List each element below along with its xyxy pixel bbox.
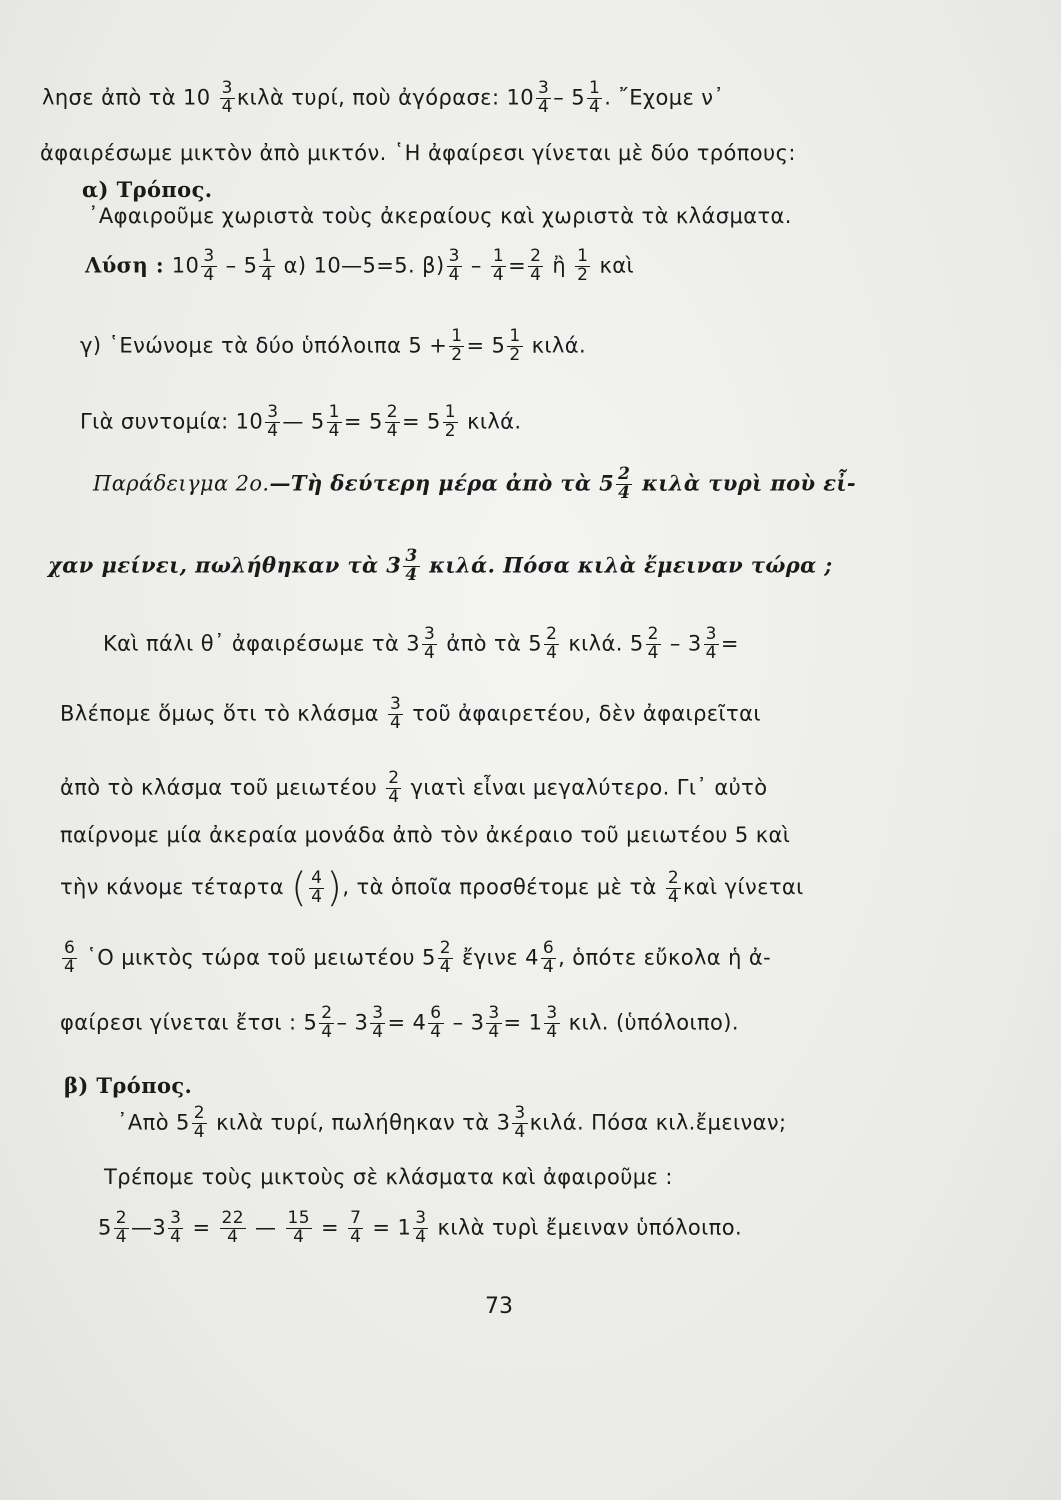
text-run: Τρέπομε τοὺς μικτοὺς σὲ κλάσματα καὶ ἀφαιροῦμε :	[104, 1165, 673, 1189]
fraction	[319, 1005, 334, 1042]
fraction-denominator: 4	[261, 264, 273, 285]
text-run: ἀπὸ τὰ 5	[439, 631, 543, 656]
fraction-denominator: 4	[293, 1226, 305, 1247]
text-run: =	[508, 253, 527, 278]
fraction	[385, 404, 400, 441]
fraction	[348, 1210, 363, 1247]
fraction	[168, 1210, 183, 1247]
text-run: – 3	[662, 631, 702, 656]
text-run: – 3	[336, 1010, 369, 1035]
fraction	[616, 466, 632, 503]
text-run: γ) ῾Ενώνομε τὰ δύο ὑπόλοιπα 5 +	[80, 333, 448, 358]
fraction	[428, 1005, 443, 1042]
fraction-denominator: 4	[647, 642, 659, 663]
fraction-denominator: 4	[388, 786, 400, 807]
fraction-numerator: 3	[705, 624, 717, 644]
fraction	[512, 1105, 527, 1142]
fraction-numerator: 3	[538, 78, 550, 98]
fraction-denominator: 4	[386, 420, 398, 441]
text-run: —Τὴ δεύτερη μέρα ἀπὸ τὰ 5	[269, 470, 615, 496]
fraction-denominator: 4	[546, 642, 558, 663]
fraction-denominator: 4	[546, 1021, 558, 1042]
text-run: κιλὰ τυρὶ ἔμειναν ὑπόλοιπο.	[430, 1215, 743, 1240]
fraction-numerator: 7	[350, 1208, 362, 1228]
fraction-denominator: 4	[115, 1226, 127, 1247]
fraction-numerator: 15	[287, 1208, 310, 1228]
fraction	[265, 404, 280, 441]
fraction-numerator: 6	[64, 938, 76, 958]
fraction-denominator: 4	[538, 96, 550, 117]
text-run: Καὶ πάλι θ᾿ ἀφαιρέσωμε τὰ 3	[103, 631, 421, 656]
equation-line	[85, 248, 634, 285]
text-run: α) 10—5=5. β)	[276, 253, 445, 278]
text-line	[60, 940, 771, 977]
text-run: κιλά. Πόσα κιλ.ἔμειναν;	[529, 1110, 787, 1135]
equation-line	[117, 1105, 787, 1142]
fraction	[486, 1005, 501, 1042]
text-run: καὶ γίνεται	[683, 875, 804, 899]
fraction-numerator: 3	[546, 1003, 558, 1023]
text-run: Γιὰ συντομία: 10	[80, 409, 264, 434]
fraction-denominator: 4	[170, 1226, 182, 1247]
page-number: 73	[485, 1294, 513, 1319]
fraction-numerator: 1	[451, 326, 463, 346]
text-line	[60, 696, 761, 733]
text-run: , ὁπότε εὔκολα ἡ ἀ-	[558, 945, 772, 970]
text-run: κιλὰ τυρί, ποὺ ἀγόρασε: 10	[236, 85, 535, 110]
text-run: κιλὰ τυρὶ ποὺ εἶ-	[634, 470, 857, 496]
fraction	[413, 1210, 428, 1247]
text-run: —	[247, 1215, 284, 1240]
fraction	[544, 1005, 559, 1042]
text-run: = 5	[401, 409, 441, 434]
fraction	[704, 626, 719, 663]
text-run: 5	[98, 1215, 112, 1240]
fraction-numerator: 3	[389, 694, 402, 714]
fraction-denominator: 4	[415, 1226, 427, 1247]
fraction-numerator: 2	[530, 246, 542, 266]
text-run: —3	[130, 1215, 167, 1240]
text-run: — 5	[282, 409, 325, 434]
text-run: ἀπὸ τὸ κλάσμα τοῦ μειωτέου	[60, 775, 385, 800]
text-run: ἢ	[545, 253, 574, 278]
text-line	[60, 825, 790, 846]
fraction-numerator: 3	[203, 246, 215, 266]
text-run: – 5	[553, 85, 585, 110]
fraction-numerator: 1	[588, 78, 601, 98]
text-run: α) Τρόπος.	[82, 177, 213, 202]
fraction	[327, 404, 342, 441]
text-run: . ῎Εχομε ν᾿	[604, 85, 725, 110]
fraction-numerator: 3	[405, 546, 418, 566]
fraction-numerator: 3	[267, 402, 279, 422]
fraction-denominator: 2	[577, 264, 589, 285]
text-run: χαν μείνει, πωλήθηκαν τὰ 3	[48, 552, 402, 578]
equation-line	[60, 1005, 739, 1042]
fraction-denominator: 4	[311, 886, 323, 907]
fraction	[443, 404, 458, 441]
fraction-denominator: 4	[439, 956, 451, 977]
fraction	[192, 1105, 207, 1142]
fraction	[587, 80, 602, 117]
fraction-numerator: 1	[577, 246, 589, 266]
fraction-numerator: 2	[193, 1103, 206, 1123]
text-run: = 1	[503, 1010, 543, 1035]
text-run: β) Τρόπος.	[64, 1073, 193, 1098]
text-run: κιλά.	[460, 409, 522, 434]
text-line	[60, 865, 804, 911]
fraction	[447, 248, 462, 285]
example-heading	[93, 466, 856, 503]
equation-line	[103, 626, 739, 663]
fraction-denominator: 4	[667, 886, 680, 907]
text-run: κιλὰ τυρί, πωλήθηκαν τὰ 3	[209, 1110, 511, 1135]
text-run: = 5	[343, 409, 383, 434]
text-run: Βλέπομε ὅμως ὅτι τὸ κλάσμα	[60, 701, 386, 726]
fraction-denominator: 4	[389, 712, 402, 733]
fraction-denominator: 4	[530, 264, 542, 285]
fraction-numerator: 3	[221, 78, 233, 98]
fraction-denominator: 4	[488, 1021, 500, 1042]
text-line	[60, 770, 767, 807]
fraction	[541, 940, 556, 977]
fraction-numerator: 1	[444, 402, 456, 422]
fraction	[491, 248, 506, 285]
text-run: λησε ἀπὸ τὰ 10	[42, 85, 218, 110]
text-run: ᾿Αφαιροῦμε χωριστὰ τοὺς ἀκεραίους καὶ χωριστὰ τὰ κλάσματα.	[88, 204, 792, 228]
example-text	[48, 548, 833, 585]
fraction-denominator: 4	[514, 1121, 526, 1142]
text-run: γιατὶ εἶναι μεγαλύτερο. Γι᾿ αὐτὸ	[403, 775, 768, 800]
fraction-numerator: 1	[328, 402, 340, 422]
text-run: Παράδειγμα 2ο.	[93, 471, 270, 496]
fraction-numerator: 4	[311, 867, 323, 888]
fraction-denominator: 2	[451, 344, 463, 365]
fraction	[386, 770, 401, 807]
fraction-denominator: 4	[227, 1226, 239, 1247]
fraction-denominator: 4	[588, 96, 601, 117]
text-run: κιλ. (ὑπόλοιπο).	[561, 1010, 739, 1035]
fraction-denominator: 4	[492, 264, 505, 285]
fraction-denominator: 4	[221, 96, 233, 117]
fraction-denominator: 4	[618, 482, 631, 503]
fraction-numerator: 2	[546, 624, 558, 644]
fraction	[438, 940, 453, 977]
fraction	[575, 248, 590, 285]
text-run: – 5	[218, 253, 258, 278]
fraction-numerator: 2	[321, 1003, 333, 1023]
fraction-denominator: 4	[203, 264, 215, 285]
fraction-denominator: 4	[350, 1226, 362, 1247]
section-heading	[64, 1075, 192, 1097]
fraction	[422, 626, 437, 663]
fraction-denominator: 4	[328, 420, 340, 441]
fraction	[507, 328, 522, 365]
text-line	[104, 1167, 673, 1188]
fraction-numerator: 1	[492, 246, 505, 266]
fraction	[370, 1005, 385, 1042]
text-run: τοῦ ἀφαιρετέου, δὲν ἀφαιρεῖται	[405, 701, 761, 726]
fraction-numerator: 3	[448, 246, 460, 266]
fraction-denominator: 4	[448, 264, 460, 285]
fraction	[544, 626, 559, 663]
fraction	[201, 248, 216, 285]
text-run: φαίρεσι γίνεται ἔτσι : 5	[60, 1010, 318, 1035]
text-run: ῾Ο μικτὸς τώρα τοῦ μειωτέου 5	[79, 945, 436, 970]
equation-line	[80, 328, 586, 365]
fraction-numerator: 3	[424, 624, 436, 644]
text-run: καὶ	[592, 253, 634, 278]
equation-line	[80, 404, 522, 441]
fraction-denominator: 4	[64, 956, 76, 977]
text-run: , τὰ ὁποῖα προσθέτομε μὲ τὰ	[342, 875, 664, 899]
fraction-denominator: 4	[405, 564, 418, 585]
fraction-numerator: 6	[430, 1003, 442, 1023]
fraction	[114, 1210, 129, 1247]
text-run: τὴν κάνομε τέταρτα	[60, 875, 292, 899]
fraction	[62, 940, 77, 977]
fraction-numerator: 1	[261, 246, 273, 266]
fraction-numerator: 3	[170, 1208, 182, 1228]
fraction-denominator: 4	[430, 1021, 442, 1042]
fraction-numerator: 2	[386, 402, 398, 422]
text-run: –	[463, 253, 489, 278]
fraction	[220, 80, 235, 117]
fraction-numerator: 2	[618, 464, 631, 484]
equation-line	[98, 1210, 742, 1247]
fraction-denominator: 4	[424, 642, 436, 663]
fraction-numerator: 2	[388, 768, 400, 788]
text-run: Λύση :	[85, 252, 172, 278]
fraction	[536, 80, 551, 117]
fraction-denominator: 4	[705, 642, 717, 663]
fraction-denominator: 4	[267, 420, 279, 441]
fraction-denominator: 2	[509, 344, 521, 365]
parenthesis: )	[326, 865, 343, 911]
fraction-denominator: 4	[372, 1021, 384, 1042]
fraction-numerator: 3	[514, 1103, 526, 1123]
fraction-denominator: 2	[444, 420, 456, 441]
fraction	[666, 867, 681, 907]
text-run: παίρνομε μία ἀκεραία μονάδα ἀπὸ τὸν ἀκέραιο τοῦ μειωτέου 5 καὶ	[60, 823, 791, 847]
text-run: = 1	[365, 1215, 412, 1240]
fraction	[286, 1210, 312, 1247]
text-run: =	[185, 1215, 218, 1240]
text-run: κιλά. 5	[561, 631, 644, 656]
text-run: ἔγινε 4	[454, 945, 539, 970]
fraction-denominator: 4	[321, 1021, 333, 1042]
text-run: =	[720, 631, 739, 656]
fraction	[388, 696, 403, 733]
fraction	[220, 1210, 246, 1247]
fraction	[449, 328, 464, 365]
text-run: = 5	[466, 333, 506, 358]
text-run: =	[313, 1215, 347, 1240]
fraction-numerator: 3	[488, 1003, 500, 1023]
fraction-numerator: 2	[439, 938, 451, 958]
text-run: – 3	[445, 1010, 485, 1035]
fraction-numerator: 22	[221, 1208, 244, 1228]
text-run: = 4	[387, 1010, 427, 1035]
fraction	[259, 248, 274, 285]
text-run: κιλά. Πόσα κιλὰ ἔμειναν τώρα ;	[421, 552, 833, 578]
fraction-numerator: 2	[667, 867, 680, 888]
fraction	[403, 548, 419, 585]
fraction-numerator: 2	[115, 1208, 127, 1228]
fraction	[309, 867, 324, 907]
fraction-numerator: 2	[647, 624, 659, 644]
fraction	[528, 248, 543, 285]
fraction-denominator: 4	[542, 956, 555, 977]
fraction-numerator: 3	[415, 1208, 427, 1228]
text-run: κιλά.	[524, 333, 587, 358]
fraction-denominator: 4	[193, 1121, 206, 1142]
fraction-numerator: 1	[509, 326, 521, 346]
fraction-numerator: 6	[542, 938, 555, 958]
fraction	[646, 626, 661, 663]
parenthesis: (	[291, 865, 308, 911]
text-line	[40, 143, 796, 164]
fraction-numerator: 3	[372, 1003, 384, 1023]
section-heading	[82, 179, 212, 201]
text-run: 10	[171, 253, 200, 278]
text-run: ᾿Απὸ 5	[117, 1110, 190, 1135]
text-line	[42, 80, 724, 117]
text-line	[88, 206, 792, 227]
text-run: ἀφαιρέσωμε μικτὸν ἀπὸ μικτόν. ῾Η ἀφαίρεσι γίνεται μὲ δύο τρόπους:	[40, 141, 796, 165]
